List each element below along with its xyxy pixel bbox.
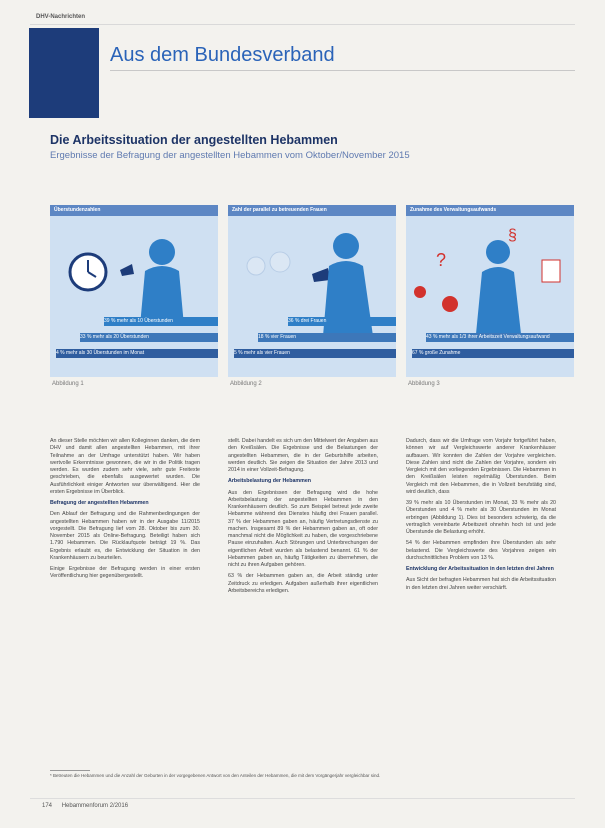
stat-bar-1: 43 % mehr als 1/3 ihrer Arbeitszeit Verwaltungsaufwand	[426, 333, 574, 342]
stamp-icon	[442, 296, 458, 312]
person-head-icon	[247, 257, 265, 275]
journal-name: Hebammenforum 2/2016	[61, 803, 129, 809]
running-header: DHV-Nachrichten	[36, 14, 86, 20]
panel-label: Überstundenzahlen	[54, 207, 101, 213]
question-mark-icon: ?	[436, 250, 447, 270]
person-head-icon	[333, 233, 359, 259]
stat-bar-2: 67 % große Zunahme	[412, 349, 574, 358]
paragraph: 63 % der Hebammen gaben an, die Arbeit ständig unter Zeitdruck zu erledigen. Aufgaben außerhalb ihrer eigentlichen Arbeitsbereichs erledigen.	[228, 573, 378, 594]
page-number: 174	[42, 803, 53, 809]
body-column-3	[406, 438, 556, 596]
euro-icon	[414, 286, 426, 298]
footnote-rule	[50, 770, 90, 771]
document-icon	[542, 260, 560, 282]
megaphone-icon	[120, 264, 134, 276]
paragraph: 39 % mehr als 10 Überstunden im Monat, 33 % mehr als 20 Überstunden und 4 % mehr als 30 Überstunden im Monat erbringen (Abbildung 1). Dies ist besonders schwierig, da die vertraglich vereinbarte Arbeitszeit ohnehin hoch ist und jede Überstunde die Belastung erhöht.	[406, 500, 556, 535]
paragraph: stellt. Dabei handelt es sich um den Mittelwert der Angaben aus den Kreißsälen. Die Ergebnisse und die Belastungen der angestellten Hebammen, die in der Geburtshilfe arbeiten, werden deutlich. Sie zeigen die Situation der Jahre 2013 und 2014 in einer Vollzeit-Befragung.	[228, 438, 378, 473]
section-title: Aus dem Bundesverband	[110, 44, 335, 66]
paragraph: Aus den Ergebnissen der Befragung wird die hohe Arbeitsbelastung der angestellten Hebammen in den Krankenhäusern deutlich. So zum Beispiel betreut jede zweite Hebamme während des Dienstes häufig drei Frauen parallel. 37 % der Hebammen gaben an, häufig Vertretungsdienste zu machen. Insgesamt 89 % der Hebammen gaben an, oft oder manchmal nicht die Möglichkeit zu haben, die vorgeschriebene Pause einzuhalten. Auch Störungen und Unterbrechungen der eigentlichen Arbeit wurden als belastend benannt. 61 % der Hebammen gaben an, häufig Tätigkeiten zu übernehmen, die nicht zu ihren Aufgaben gehören.	[228, 489, 378, 568]
paragraph: 54 % der Hebammen empfinden ihre Überstunden als sehr belastend. Die Vergleichswerte des Vorjahres zeigen ein durchschnittliches Problem von 13 %.	[406, 540, 556, 561]
bottom-rule	[30, 798, 575, 799]
stat-bar-2: 33 % mehr als 20 Überstunden	[80, 333, 218, 342]
top-rule	[30, 24, 575, 25]
figure-panel-overtime	[50, 205, 218, 377]
person-head-icon	[270, 252, 290, 272]
paragraph: An dieser Stelle möchten wir allen Kolleginnen danken, die dem DHV und damit allen angestellten Hebammen, mit ihrer Teilnahme an der Umfrage unterstützt haben. Wir haben wertvolle Erkenntnisse gewonnen, die wir in die Politik tragen werden. Es wurden zudem sehr viele, sehr gute Freitexte geschrieben, die ebenfalls ausgewertet wurden. Die Ausführlichkeit einiger Antworten war überwältigend. Hier die ersten Ergebnisse im Überblick.	[50, 438, 200, 495]
panel-label-bar	[50, 205, 218, 216]
figure-caption-1: Abbildung 1	[52, 381, 84, 387]
subheading: Entwicklung der Arbeitssituation in den letzten drei Jahren	[406, 566, 554, 572]
subheading: Befragung der angestellten Hebammen	[50, 500, 149, 506]
panel-label-bar	[228, 205, 396, 216]
paragraph: Den Ablauf der Befragung und die Rahmenbedingungen der angestellten Hebammen haben wir in der Ausgabe 11/2015 vorgestellt. Die Befragung lief vom 28. Oktober bis zum 30. November 2015 als Online-Befragung. Beteiligt haben sich 1.790 Hebammen. Die Rücklaufquote beträgt 19 %. Das Ergebnis erlaubt es, die Entwicklung der Situation in den Krankenhäusern zu beurteilen.	[50, 511, 200, 561]
footnote: * Betreuten die Hebammen und die Anzahl der Geburten in der vorgegebenen Antwort von den Anteilen der Hebammen, die mit dem Vorgängerjahr vergleichbar sind.	[50, 773, 381, 778]
stat-bar-1: 39 % mehr als 10 Überstunden	[104, 317, 218, 326]
article-title: Die Arbeitssituation der angestellten Hebammen	[50, 133, 338, 147]
person-body-icon	[476, 267, 521, 334]
stat-bar-3: 4 % mehr als 30 Überstunden im Monat	[56, 349, 218, 358]
section-underline	[110, 70, 575, 71]
section-color-block	[29, 28, 99, 118]
body-column-1	[50, 438, 200, 585]
subheading: Arbeitsbelastung der Hebammen	[228, 478, 312, 485]
megaphone-icon	[312, 268, 330, 282]
figure-panel-women	[228, 205, 396, 377]
panel-label-bar	[406, 205, 574, 216]
panel-label: Zunahme des Verwaltungsaufwands	[410, 207, 497, 213]
figure-panel-admin	[406, 205, 574, 377]
figure-caption-2: Abbildung 2	[230, 381, 262, 387]
figure-caption-3: Abbildung 3	[408, 381, 440, 387]
paragraph: Aus Sicht der befragten Hebammen hat sich die Arbeitssituation in den letzten drei Jahren weiter verschärft.	[406, 577, 556, 591]
page-footer	[42, 803, 128, 809]
paragraph-icon: §	[508, 227, 517, 244]
person-head-icon	[149, 239, 175, 265]
stat-bar-1: 36 % drei Frauen	[288, 317, 396, 326]
stat-bar-2: 18 % vier Frauen	[258, 333, 396, 342]
paragraph: Dadurch, dass wir die Umfrage vom Vorjahr fortgeführt haben, können wir auf Vergleichswerte anderer Krankenhäuser aufbauen. Wir konnten die Zahlen der Vorjahre vergleichen. Diese Zahlen sind nicht die Zahlen der Vorjahre, sondern ein Vergleich mit den vorliegenden Ergebnissen. Die Hebammen in den Kreißsälen leisten regelmäßig Überstunden. Beim Vergleich mit den Hebammen, die in Vollzeit berufstätig sind, wird deutlich, dass	[406, 438, 556, 495]
paragraph: Einige Ergebnisse der Befragung werden in einer ersten Veröffentlichung hier gegenübergestellt.	[50, 566, 200, 580]
panel-label: Zahl der parallel zu betreuenden Frauen	[232, 207, 327, 213]
article-subtitle: Ergebnisse der Befragung der angestellten Hebammen vom Oktober/November 2015	[50, 150, 410, 161]
body-column-2	[228, 438, 378, 599]
stat-bar-3: 5 % mehr als vier Frauen	[234, 349, 396, 358]
person-head-icon	[486, 240, 510, 264]
